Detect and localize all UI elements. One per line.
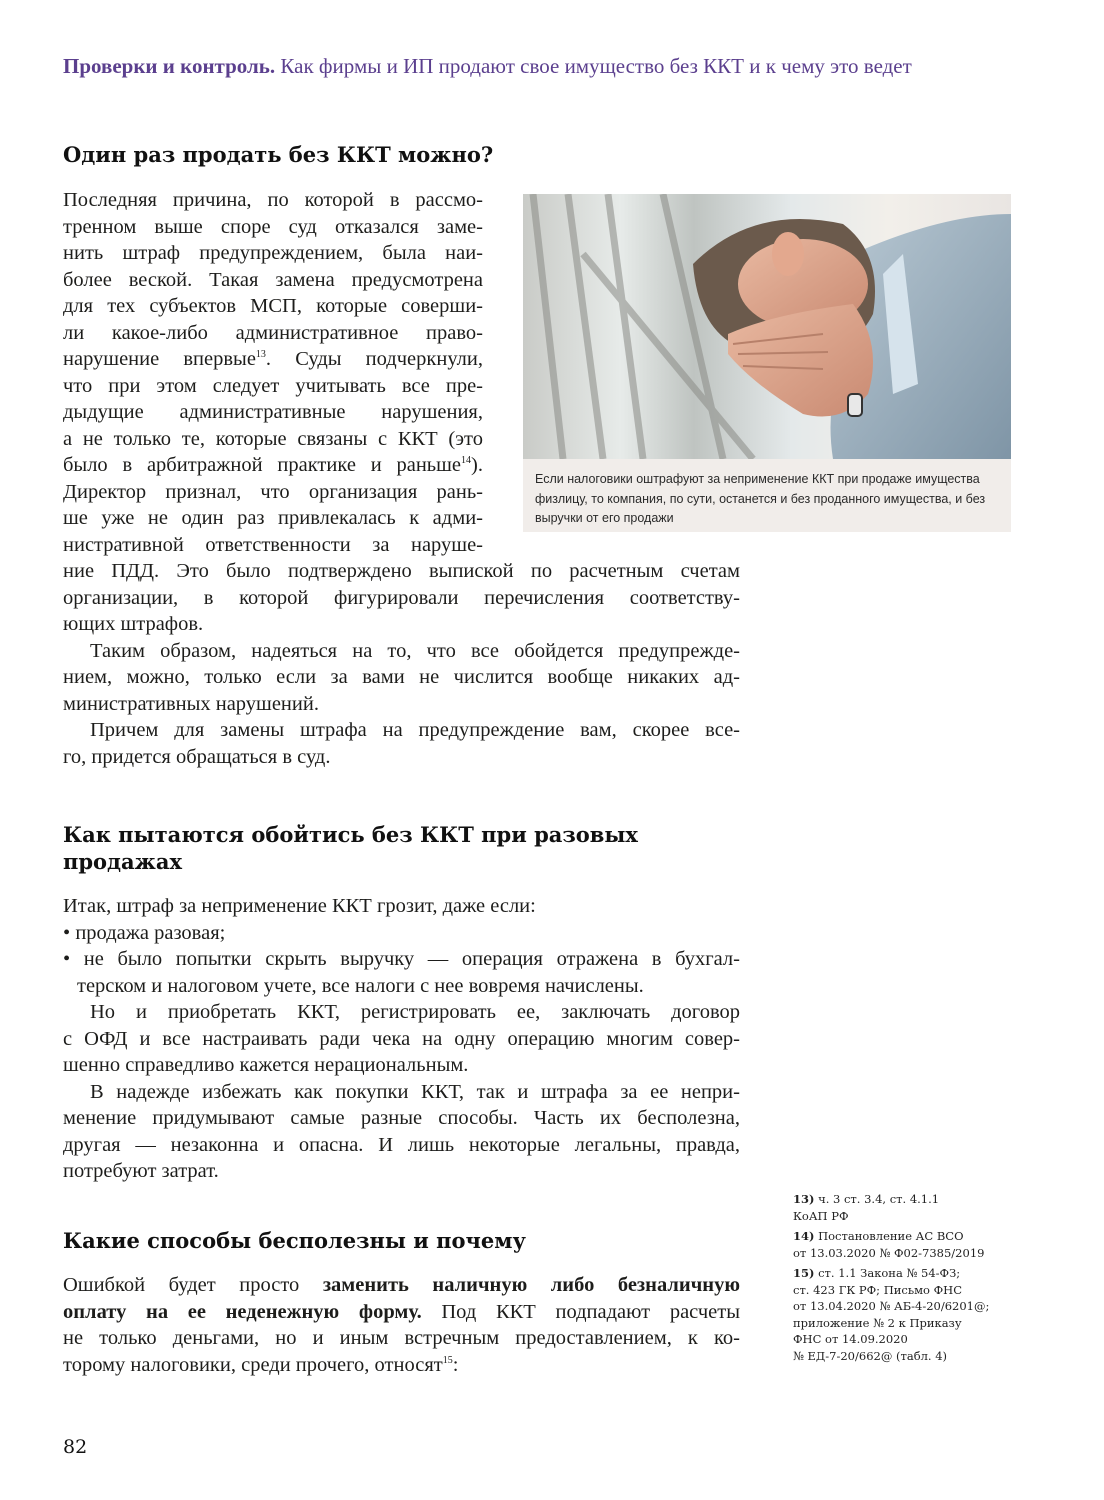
text-line: министративных нарушений. — [63, 692, 319, 715]
text-line: нистративной ответственности за наруше- — [63, 533, 483, 556]
text-line: более веской. Такая замена предусмотрена — [63, 268, 483, 291]
footnote-text: приложение № 2 к Приказу — [793, 1315, 962, 1330]
text-line: нить штраф предупреждением, была наи- — [63, 242, 483, 264]
section-heading-useless-methods: Какие способы бесполезны и почему — [63, 1228, 526, 1253]
text-line: менение придумывают самые разные способы. Часть их бесполезна, — [63, 1107, 740, 1129]
footnote-text: ст. 423 ГК РФ; Письмо ФНС — [793, 1282, 962, 1297]
text-line: Директор признал, что организация рань- — [63, 480, 483, 503]
footnote-15 — [793, 1265, 1023, 1364]
footnote-text: Постановление АС ВСО — [818, 1229, 964, 1243]
text-fragment: . Суды подчеркнули, — [265, 348, 483, 370]
text-fragment: торому налоговики, среди прочего, относят — [63, 1353, 443, 1376]
footnote-text: от 13.03.2020 № Ф02-7385/2019 — [793, 1245, 985, 1260]
text-line: Последняя причина, по которой в рассмо- — [63, 189, 483, 211]
text-fragment: : — [452, 1353, 459, 1376]
section3-text — [63, 1272, 740, 1378]
section2-text — [63, 893, 740, 1185]
running-head-section: Проверки и контроль. — [63, 54, 276, 78]
text-line — [63, 1299, 740, 1326]
text-line: для тех субъектов МСП, которые соверши- — [63, 295, 483, 317]
heading-line: продажах — [63, 849, 182, 874]
text-line — [63, 1272, 740, 1299]
text-line: нием, можно, только если за вами не числится вообще никаких ад- — [63, 666, 740, 688]
section-heading-one-time-sale: Один раз продать без ККТ можно? — [63, 142, 494, 167]
footnotes — [793, 1191, 1023, 1368]
text-line: го, придется обращаться в суд. — [63, 745, 331, 768]
text-line: Но и приобретать ККТ, регистрировать ее, заключать договор — [90, 1001, 740, 1023]
text-fragment: Ошибкой будет просто — [63, 1274, 323, 1296]
photo-illustration — [523, 194, 1011, 459]
photo-stressed-businessman — [523, 194, 1011, 459]
list-item: • не было попытки скрыть выручку — операция отражена в бухгал- — [63, 946, 740, 973]
figure-caption: Если налоговики оштрафуют за неприменение ККТ при продаже имущества физлицу, то компания, по сути, останется и без проданного имущества, и без выручки от его продажи — [535, 472, 986, 525]
text-fragment: было в арбитражной практике и раньше — [63, 454, 462, 476]
text-line — [63, 452, 483, 479]
page-number: 82 — [63, 1436, 88, 1458]
list-item-continuation: терском и налоговом учете, все налоги с нее вовремя начислены. — [77, 974, 644, 997]
footnote-ref-15[interactable]: 15 — [442, 1354, 453, 1366]
text-line: другая — незаконна и опасна. И лишь некоторые легальны, правда, — [63, 1133, 740, 1156]
text-line: Итак, штраф за неприменение ККТ грозит, даже если: — [63, 895, 536, 917]
text-line: а не только те, которые связаны с ККТ (это — [63, 427, 483, 450]
text-line: В надежде избежать как покупки ККТ, так и штрафа за ее непри- — [90, 1080, 740, 1103]
text-line: дыдущие административные нарушения, — [63, 401, 483, 423]
list-item: • продажа разовая; — [63, 920, 740, 947]
text-line — [63, 1352, 740, 1379]
footnote-text: ч. 3 ст. 3.4, ст. 4.1.1 — [818, 1192, 940, 1206]
text-line: ющих штрафов. — [63, 613, 204, 635]
text-fragment: ). — [471, 454, 483, 476]
footnote-number: 14) — [793, 1229, 815, 1243]
footnote-text: № ЕД-7-20/662@ (табл. 4) — [793, 1348, 948, 1363]
text-line — [63, 346, 483, 373]
text-line: ние ПДД. Это было подтверждено выпиской по расчетным счетам — [63, 560, 740, 582]
text-line: потребуют затрат. — [63, 1160, 219, 1182]
text-line: ше уже не один раз привлекалась к адми- — [63, 507, 483, 529]
emphasis-text: оплату на ее неденежную форму. — [63, 1300, 422, 1323]
text-line: организации, в которой фигурировали перечисления соответству- — [63, 586, 740, 609]
section1-wide-text — [63, 558, 740, 770]
emphasis-text: заменить наличную либо безналичную — [322, 1274, 740, 1296]
text-line: Причем для замены штрафа на предупреждение вам, скорее все- — [90, 719, 740, 741]
running-head-title: Как фирмы и ИП продают свое имущество без ККТ и к чему это ведет — [280, 54, 912, 78]
footnote-number: 15) — [793, 1266, 815, 1280]
running-head — [63, 54, 912, 79]
text-line: что при этом следует учитывать все пре- — [63, 374, 483, 397]
section1-narrow-text — [63, 187, 483, 558]
text-line: ли какое-либо административное право- — [63, 321, 483, 344]
text-line: Таким образом, надеяться на то, что все обойдется предупрежде- — [90, 639, 740, 662]
footnote-ref-13[interactable]: 13 — [255, 349, 266, 360]
text-line: не только деньгами, но и иным встречным предоставлением, к ко- — [63, 1327, 740, 1349]
footnote-text: от 13.04.2020 № АБ-4-20/6201@; — [793, 1299, 990, 1313]
figure — [523, 194, 1011, 532]
footnote-text: КоАП РФ — [793, 1208, 849, 1223]
text-line: тренном выше споре суд отказался заме- — [63, 215, 483, 238]
footnote-text: ФНС от 14.09.2020 — [793, 1332, 908, 1346]
text-fragment: нарушение впервые — [63, 348, 256, 370]
footnote-number: 13) — [793, 1192, 815, 1206]
text-line: с ОФД и все настраивать ради чека на одну операцию многим совер- — [63, 1027, 740, 1050]
footnote-ref-14[interactable]: 14 — [461, 455, 472, 466]
section-heading-workarounds — [63, 821, 743, 875]
footnote-14 — [793, 1228, 1023, 1261]
text-line: шенно справедливо кажется нерациональным. — [63, 1054, 469, 1076]
footnote-13 — [793, 1191, 1023, 1224]
footnote-text: ст. 1.1 Закона № 54-ФЗ; — [818, 1266, 961, 1280]
heading-line: Как пытаются обойтись без ККТ при разовых — [63, 822, 638, 847]
text-fragment: Под ККТ подпадают расчеты — [421, 1300, 740, 1323]
